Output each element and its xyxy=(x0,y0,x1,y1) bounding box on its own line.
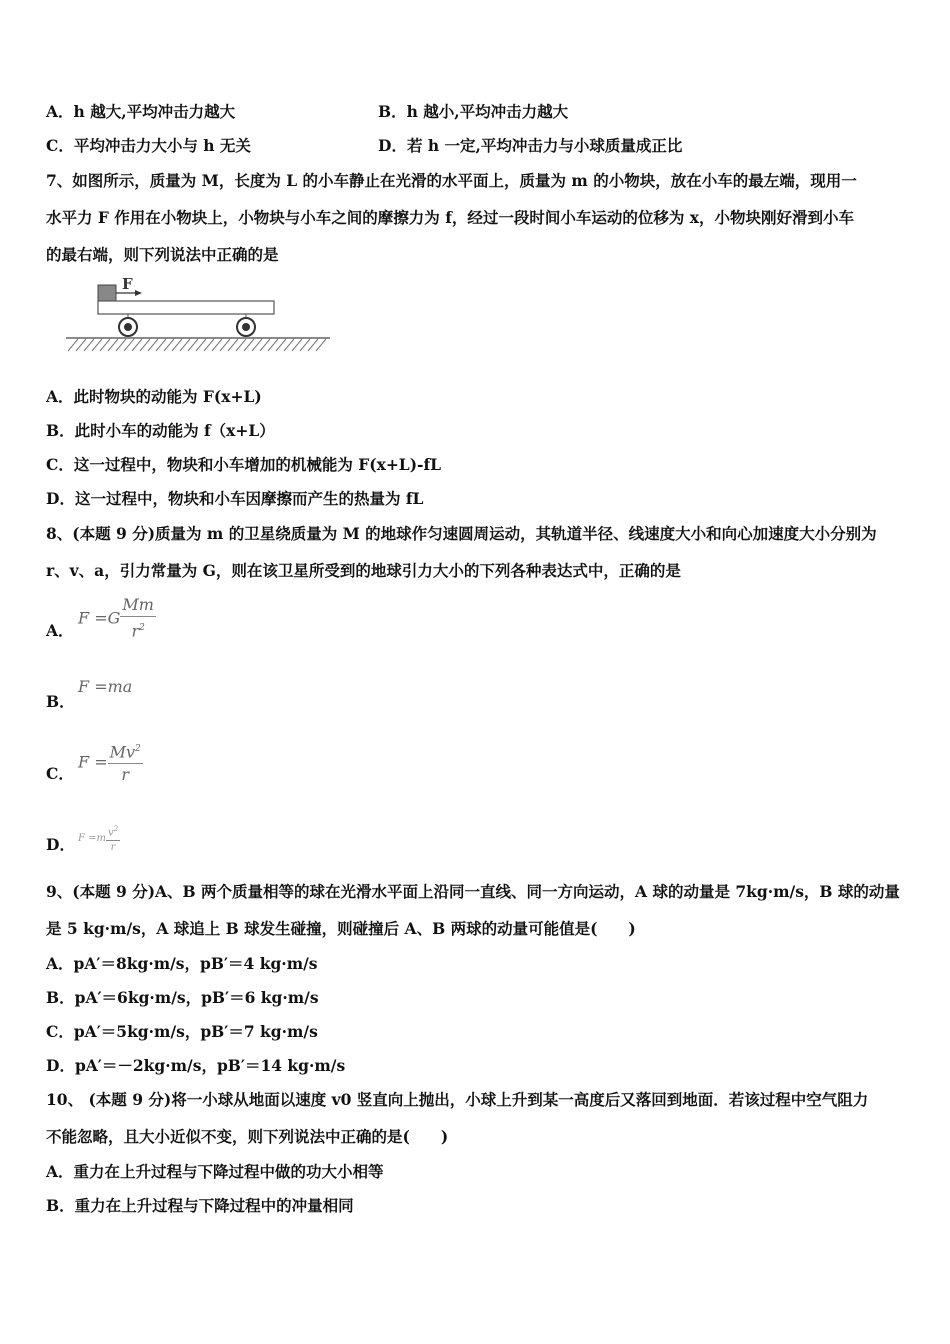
q7-stem-line-1: 7、如图所示，质量为 M，长度为 L 的小车静止在光滑的水平面上，质量为 m 的小物块，放在小车的最左端，现用一 xyxy=(46,171,857,190)
q9-option-b: B．pA′＝6kg·m/s，pB′＝6 kg·m/s xyxy=(46,988,319,1007)
q7-option-a: A．此时物块的动能为 F(x+L) xyxy=(46,387,262,406)
q7-option-d: D．这一过程中，物块和小车因摩擦而产生的热量为 fL xyxy=(46,489,424,508)
q6-option-c: C．平均冲击力大小与 h 无关 xyxy=(46,136,251,155)
q8-formula-a: F =G $\frac{Mm}{r^2}$ xyxy=(78,595,154,641)
q9-option-c: C．pA′＝5kg·m/s，pB′＝7 kg·m/s xyxy=(46,1022,318,1041)
q8-option-a-label: A． xyxy=(46,621,74,640)
q7-stem-line-3: 的最右端，则下列说法中正确的是 xyxy=(46,245,279,264)
q9-stem-line-1: 9、(本题 9 分)A、B 两个质量相等的球在光滑水平面上沿同一直线、同一方向运动，A 球的动量是 7kg·m/s，B 球的动量 xyxy=(46,882,900,901)
force-label: F xyxy=(122,275,133,293)
q7-option-b: B．此时小车的动能为 f（x+L） xyxy=(46,421,275,440)
q8-option-d-label: D． xyxy=(46,835,75,854)
q7-stem-line-2: 水平力 F 作用在小物块上，小物块与小车之间的摩擦力为 f，经过一段时间小车运动的位移为 x，小物块刚好滑到小车 xyxy=(46,208,855,227)
q8-formula-d: F =m $\frac{v^2}{r}$ xyxy=(78,822,120,855)
q8-option-c-label: C． xyxy=(46,764,74,783)
q6-option-b: B．h 越小,平均冲击力越大 xyxy=(378,102,569,121)
cart-plank xyxy=(98,301,274,314)
q10-stem-line-2: 不能忽略，且大小近似不变，则下列说法中正确的是( ) xyxy=(46,1127,449,1146)
q8-formula-c: F = $\frac{Mv^2}{r}$ xyxy=(78,738,143,786)
q10-option-a: A．重力在上升过程与下降过程中做的功大小相等 xyxy=(46,1162,384,1181)
q8-option-b-label: B． xyxy=(46,692,75,711)
q6-option-a: A．h 越大,平均冲击力越大 xyxy=(46,102,236,121)
q9-option-a: A．pA′＝8kg·m/s，pB′＝4 kg·m/s xyxy=(46,954,318,973)
block xyxy=(98,285,116,301)
q9-stem-line-2: 是 5 kg·m/s，A 球追上 B 球发生碰撞，则碰撞后 A、B 两球的动量可能值是( ) xyxy=(46,919,636,938)
cart-diagram xyxy=(60,275,340,357)
q8-stem-line-1: 8、(本题 9 分)质量为 m 的卫星绕质量为 M 的地球作匀速圆周运动，其轨道半径、线速度大小和向心加速度大小分别为 xyxy=(46,524,877,543)
q6-option-d: D．若 h 一定,平均冲击力与小球质量成正比 xyxy=(378,136,683,155)
q7-option-c: C．这一过程中，物块和小车增加的机械能为 F(x+L)-fL xyxy=(46,455,442,474)
q8-stem-line-2: r、v、a，引力常量为 G，则在该卫星所受到的地球引力大小的下列各种表达式中，正确的是 xyxy=(46,561,681,580)
q9-option-d: D．pA′＝－2kg·m/s，pB′＝14 kg·m/s xyxy=(46,1056,346,1075)
q10-stem-line-1: 10、 (本题 9 分)将一小球从地面以速度 v0 竖直向上抛出，小球上升到某一高度后又落回到地面．若该过程中空气阻力 xyxy=(46,1090,869,1109)
q10-option-b: B．重力在上升过程与下降过程中的冲量相同 xyxy=(46,1196,354,1215)
q8-formula-b: F =ma xyxy=(78,677,133,696)
